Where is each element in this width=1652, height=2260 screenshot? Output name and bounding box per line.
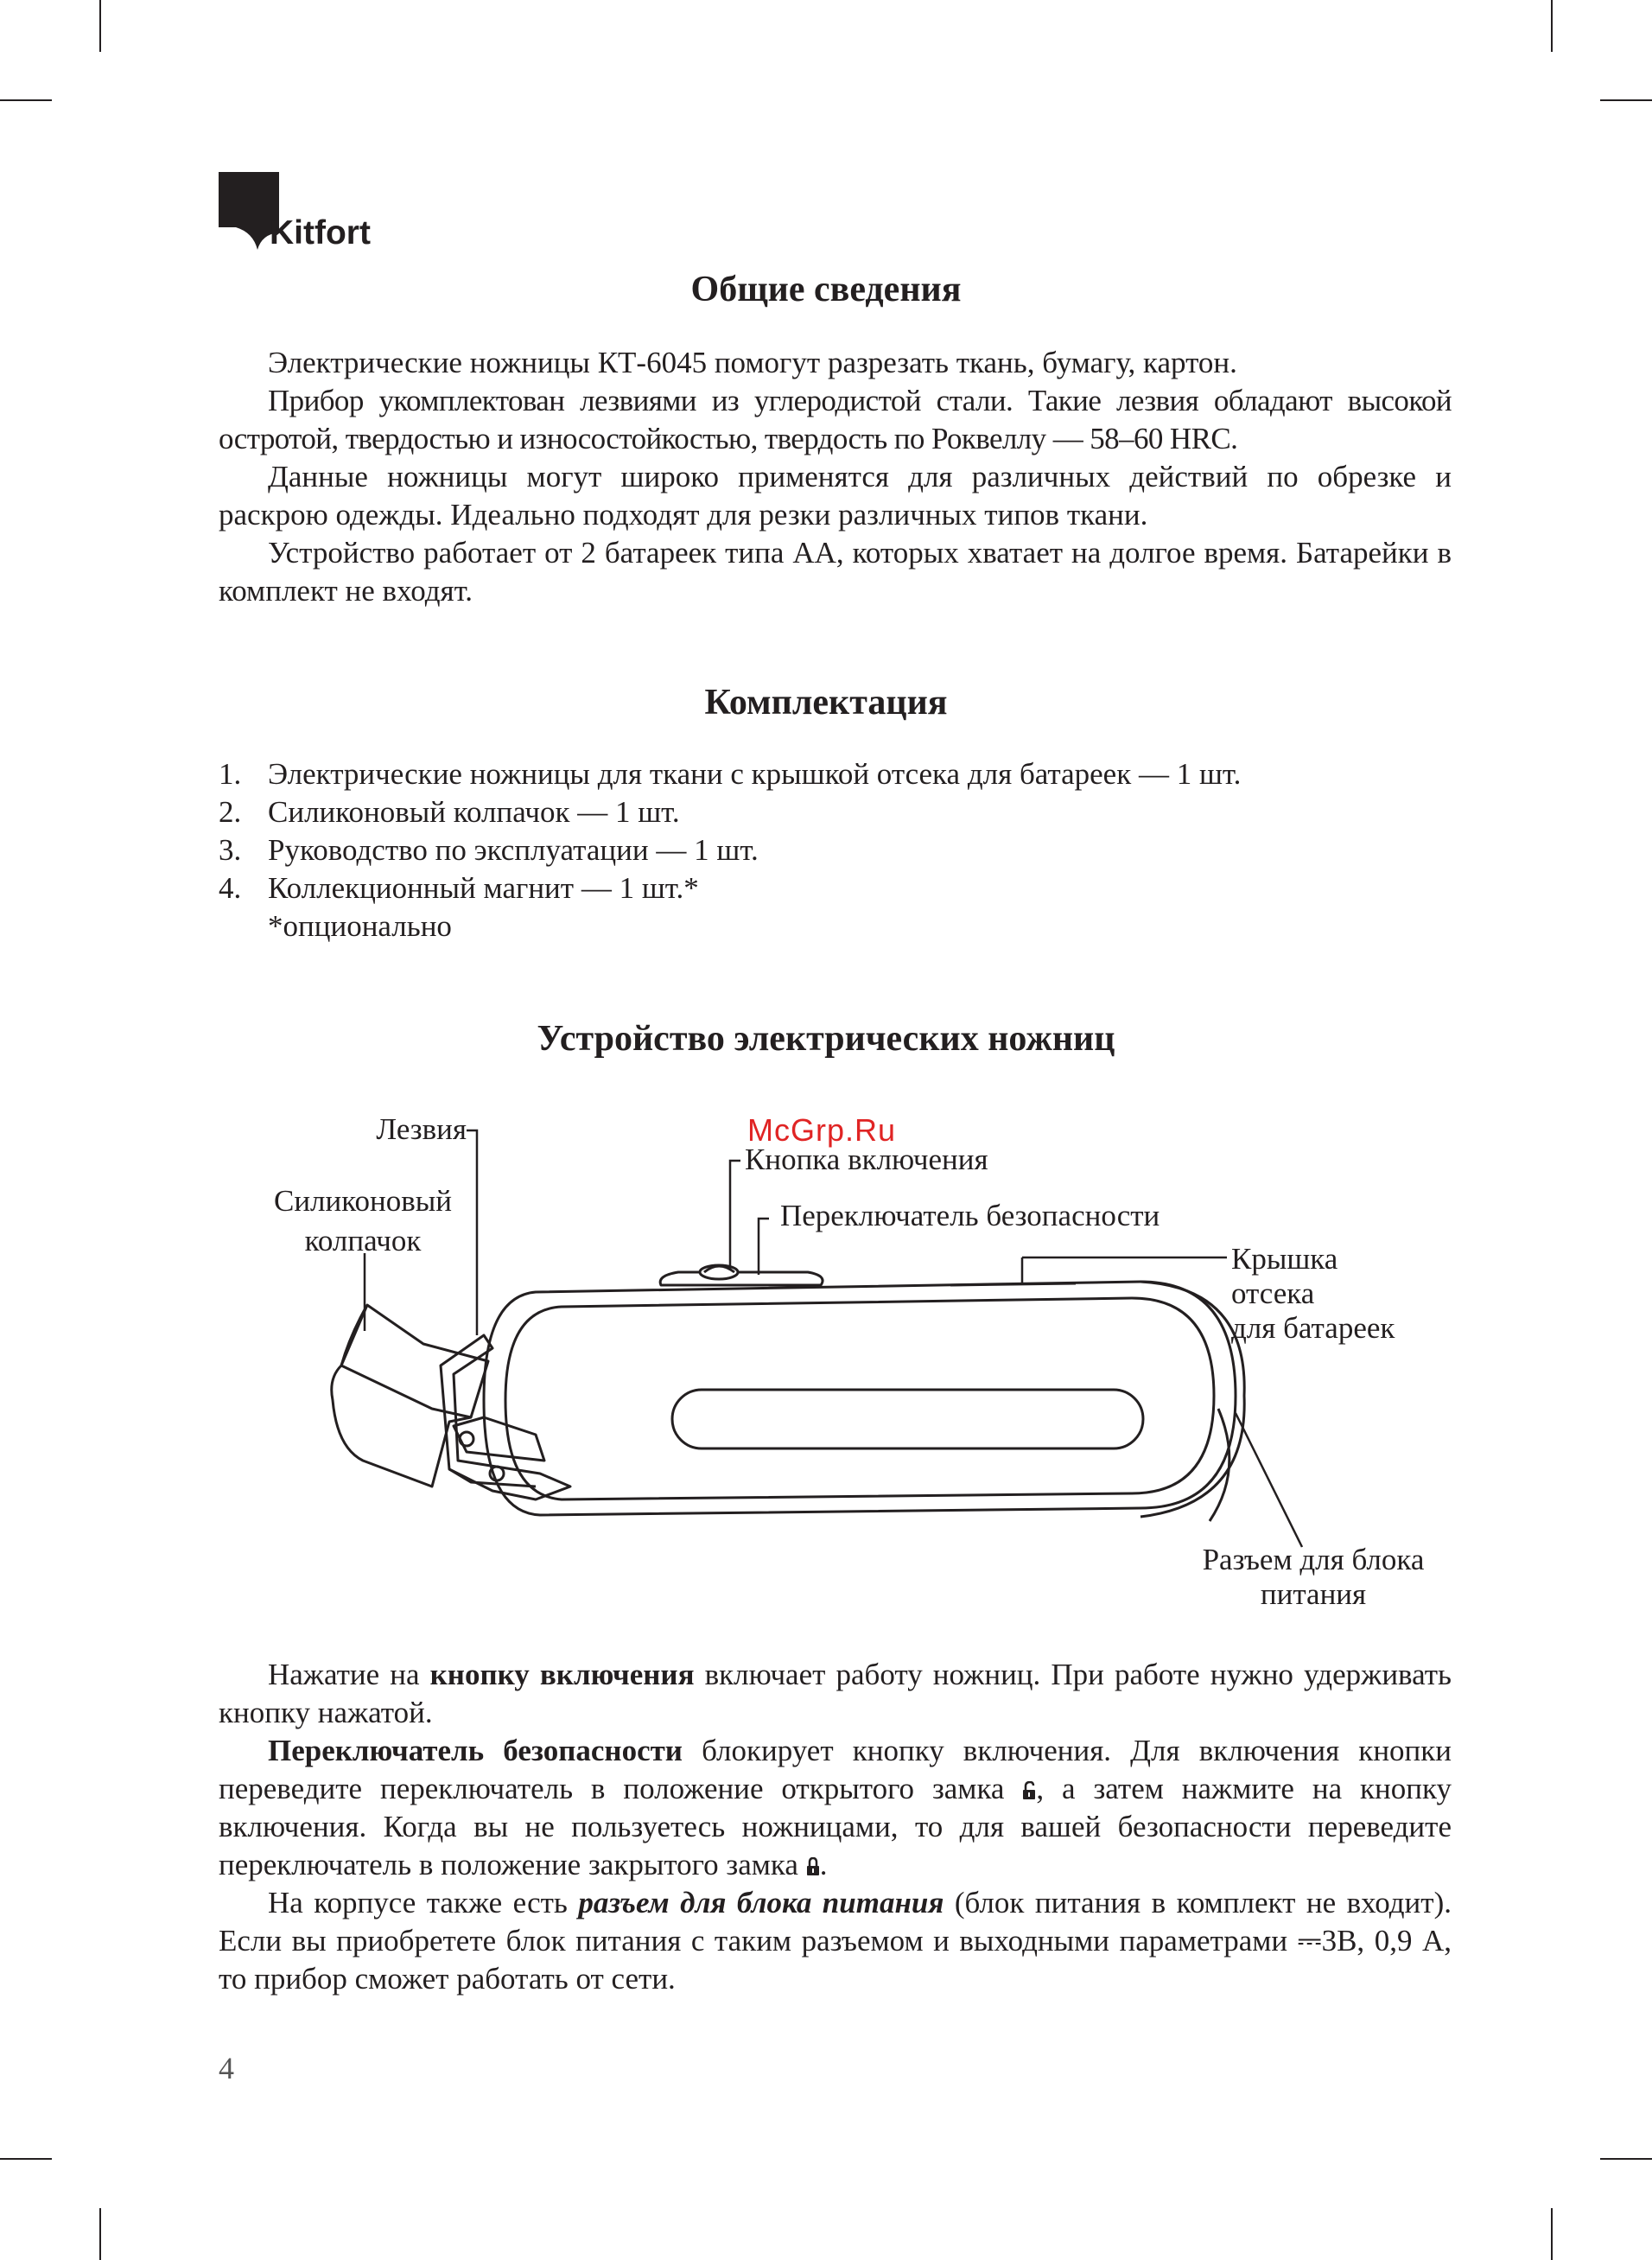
label-safety-switch: Переключатель безопасности	[780, 1199, 1160, 1232]
description-paragraph-2: Переключатель безопасности блокирует кнопку включения. Для включения кнопки переведите переключатель в положение открытого замка , а затем нажмите на кнопку включения. Когда вы не пользуетесь ножницами, то для вашей безопасности переведите переключатель в положение закрытого замка .	[219, 1734, 1452, 1881]
label-silicone-cap-line2: колпачок	[304, 1224, 422, 1257]
leader-connector	[1236, 1413, 1302, 1547]
general-paragraph-4: Устройство работает от 2 батареек типа АА, которых хватает на долгое время. Батарейки в комплект не входят.	[219, 536, 1452, 608]
crop-mark-bottom-right-h	[1600, 2158, 1652, 2160]
brand-name: Kitfort	[270, 214, 371, 251]
unlocked-lock-icon	[1022, 1781, 1036, 1800]
label-connector-line2: питания	[1260, 1577, 1367, 1611]
crop-mark-top-left	[99, 0, 101, 52]
label-blades: Лезвия	[376, 1112, 467, 1146]
scissors-body	[484, 1282, 1236, 1515]
general-paragraph-3: Данные ножницы могут широко применятся для различных действий по обрезке и раскрою одежды. Идеально подходят для резки различных типов ткани.	[219, 460, 1452, 532]
crop-mark-top-right-h	[1600, 99, 1652, 101]
description-paragraph-3: На корпусе также есть разъем для блока питания (блок питания в комплект не входит). Если вы приобретете блок питания с таким разъемом и выходными параметрами ⎓3В, 0,9 А, то прибор сможет работать от сети.	[219, 1886, 1452, 1996]
scissors-body-inner	[505, 1298, 1214, 1499]
leader-power-button	[730, 1161, 740, 1270]
list-item: 4. Коллекционный магнит — 1 шт.*	[219, 871, 699, 905]
label-connector-line1: Разъем для блока	[1202, 1543, 1425, 1576]
section-title-device: Устройство электрических ножниц	[537, 1019, 1115, 1059]
watermark-link[interactable]: McGrp.Ru	[747, 1112, 897, 1148]
section-title-contents: Комплектация	[704, 683, 948, 723]
section-title-general: Общие сведения	[690, 270, 962, 309]
general-paragraph-2: Прибор укомплектован лезвиями из углеродистой стали. Такие лезвия обладают высокой остротой, твердостью и износостойкостью, твердость по Роквеллу — 58–60 HRC.	[219, 384, 1452, 455]
label-battery-cover-line2: отсека	[1231, 1276, 1315, 1310]
optional-note: *опционально	[268, 909, 452, 943]
crop-mark-top-left-h	[0, 99, 52, 101]
crop-mark-bottom-right	[1551, 2208, 1553, 2260]
label-power-button: Кнопка включения	[745, 1143, 988, 1176]
crop-mark-bottom-left	[99, 2208, 101, 2260]
silicone-cap	[332, 1305, 488, 1487]
list-item: 2. Силиконовый колпачок — 1 шт.	[219, 795, 680, 829]
leader-safety-switch	[759, 1219, 769, 1275]
label-silicone-cap-line1: Силиконовый	[273, 1184, 452, 1218]
list-item: 1. Электрические ножницы для ткани с крышкой отсека для батареек — 1 шт.	[219, 757, 1242, 791]
crop-mark-bottom-left-h	[0, 2158, 52, 2160]
label-battery-cover-line1: Крышка	[1231, 1242, 1338, 1276]
list-item: 3. Руководство по эксплуатации — 1 шт.	[219, 833, 759, 867]
power-button-shape	[660, 1272, 823, 1285]
blade-head	[441, 1335, 570, 1499]
locked-lock-icon	[806, 1857, 820, 1876]
description-paragraph-1: Нажатие на кнопку включения включает работу ножниц. При работе нужно удерживать кнопку нажатой.	[219, 1658, 1452, 1729]
general-paragraph-1: Электрические ножницы КТ-6045 помогут разрезать ткань, бумагу, картон.	[268, 346, 1237, 379]
scissors-window	[672, 1390, 1143, 1448]
crop-mark-top-right	[1551, 0, 1553, 52]
label-battery-cover-line3: для батареек	[1231, 1311, 1395, 1345]
page-number: 4	[219, 2051, 234, 2085]
